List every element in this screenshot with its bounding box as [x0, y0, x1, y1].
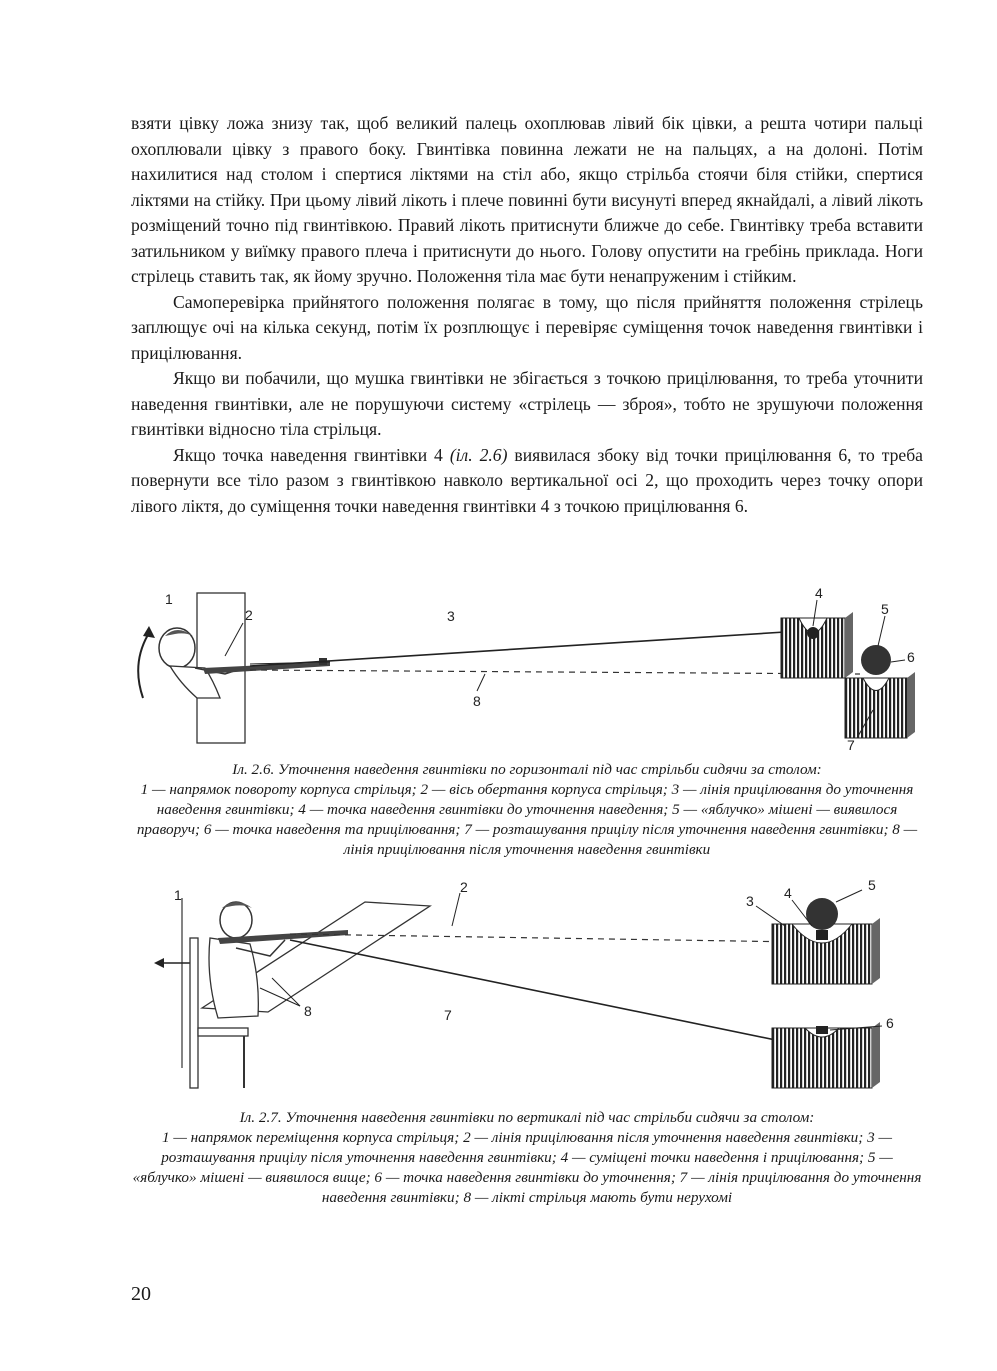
line-8 — [250, 670, 860, 674]
fig1-label-8: 8 — [473, 693, 481, 709]
fig2-label-6: 6 — [886, 1015, 894, 1031]
target-block-upper-side — [872, 918, 880, 984]
fig2-label-1: 1 — [174, 887, 182, 903]
chair-back — [190, 938, 198, 1088]
aim-point-4 — [807, 627, 819, 639]
paragraph-4-part-a: Якщо точка наведення гвинтівки 4 — [173, 444, 450, 465]
fig2-label-8: 8 — [304, 1003, 312, 1019]
fig1-label-3: 3 — [447, 608, 455, 624]
movement-arrow-head — [154, 958, 164, 968]
fig1-label-2: 2 — [245, 607, 253, 623]
line-3 — [250, 632, 785, 666]
fig1-label-1: 1 — [165, 591, 173, 607]
figure-2-7-caption-title: Іл. 2.7. Уточнення наведення гвинтівки по вертикалі під час стрільби сидячи за столом: — [239, 1109, 815, 1126]
leader-3 — [756, 906, 785, 926]
target-block-lower-side — [872, 1022, 880, 1088]
aim-point-6 — [816, 1026, 828, 1034]
figure-2-6-caption-body: 1 — напрямок повороту корпуса стрільця; 2 — вісь обертання корпуса стрільця; 3 — лінія прицілювання до уточнення наведення гвинтівки; 4 — точка наведення гвинтівки до уточнення наведення; 5 — «яблучко» мішені — виявилося праворуч; 6 — точка наведення та прицілювання; 7 — розташування прицілу після уточнення наведення гвинтівки; 8 — лінія прицілювання після уточнення наведення гвинтівки — [136, 781, 918, 858]
fig2-label-5: 5 — [868, 878, 876, 893]
leader-6 — [891, 660, 905, 662]
leader-8 — [477, 674, 485, 691]
paragraph-3: Якщо ви побачили, що мушка гвинтівки не збігається з точкою прицілювання, то треба уточнити наведення гвинтівки, але не порушуючи систему «стрілець — зброя», тобто не зрушуючи положення гвинтівки відносно тіла стрільця. — [131, 368, 923, 439]
fig2-label-2: 2 — [460, 879, 468, 895]
rotation-arrow-head — [143, 626, 155, 638]
paragraph-1: взяти цівку ложа знизу так, щоб великий палець охоплював лівий бік цівки, а решта чотири пальці охоплювали цівку з правого боку. Гвинтівка повинна лежати не на пальцях, а на долоні. Потім нахилитися над столом і спертися ліктями на стіл або, якщо стрільба стоячи біля стійки, спертися ліктями на стійку. При цьому лівий лікоть і плече повинні бути висунуті вперед якнайдалі, а лівий лікоть розміщений точно під гвинтівкою. Правий лікоть притиснути ближче до себе. Гвинтівку треба вставити затильником у виїмку правого плеча і притиснути до нього. Голову опустити на гребінь приклада. Ноги стрілець ставить так, як йому зручно. Положення тіла має бути ненапруженим і стійким. — [131, 113, 923, 286]
leader-2 — [225, 623, 243, 656]
figure-2-6-caption-title: Іл. 2.6. Уточнення наведення гвинтівки по горизонталі під час стрільби сидячи за столом: — [232, 761, 822, 778]
fig1-label-7: 7 — [847, 737, 855, 753]
leader-2 — [452, 893, 460, 926]
chair-seat — [198, 1028, 248, 1036]
page-number: 20 — [131, 1283, 151, 1305]
rotation-arrow — [138, 633, 149, 698]
target-block-1-side — [845, 612, 853, 678]
fig2-label-3: 3 — [746, 893, 754, 909]
leader-5 — [836, 890, 862, 902]
fig2-label-4: 4 — [784, 885, 792, 901]
fig2-label-7: 7 — [444, 1007, 452, 1023]
figure-2-7-illustration — [140, 878, 910, 1100]
shooter-torso — [209, 938, 258, 1018]
figure-reference: (іл. 2.6) — [449, 444, 508, 465]
figure-2-7-caption-body: 1 — напрямок переміщення корпуса стрільця; 2 — лінія прицілювання після уточнення наведення гвинтівки; 3 — розташування прицілу після уточнення наведення гвинтівки; 4 — суміщені точки наведення і прицілювання; 5 — «яблучко» мішені — виявилося вище; 6 — точка наведення гвинтівки до уточнення; 7 — лінія прицілювання до уточнення наведення гвинтівки; 8 — лікті стрільця мають бути нерухомі — [132, 1129, 922, 1206]
target-block-2-side — [907, 672, 915, 738]
fig1-label-5: 5 — [881, 601, 889, 617]
paragraph-2: Самоперевірка прийнятого положення полягає в тому, що після прийняття положення стрілець заплющує очі на кілька секунд, потім їх розплющує і перевіряє суміщення точок наведення гвинтівки і прицілювання. — [131, 291, 923, 363]
figure-2-6-caption — [131, 760, 923, 860]
fig1-label-4: 4 — [815, 588, 823, 601]
paragraph-4 — [131, 443, 923, 520]
leader-5 — [878, 616, 885, 646]
line-7 — [290, 940, 795, 1044]
figure-2-6-illustration — [125, 588, 925, 758]
fig1-label-6: 6 — [907, 649, 915, 665]
body-text — [131, 111, 923, 519]
paragraph-4-part-b: виявилася збоку від точки прицілювання 6, то треба повернути все тіло разом з гвинтівкою навколо вертикальної осі 2, що проходить через точку опори лівого ліктя, до суміщення точки наведення гвинтівки 4 з точкою прицілювання 6. — [131, 444, 923, 516]
bullseye — [861, 645, 891, 675]
aim-point-4 — [816, 930, 828, 940]
figure-2-7-caption — [131, 1108, 923, 1208]
